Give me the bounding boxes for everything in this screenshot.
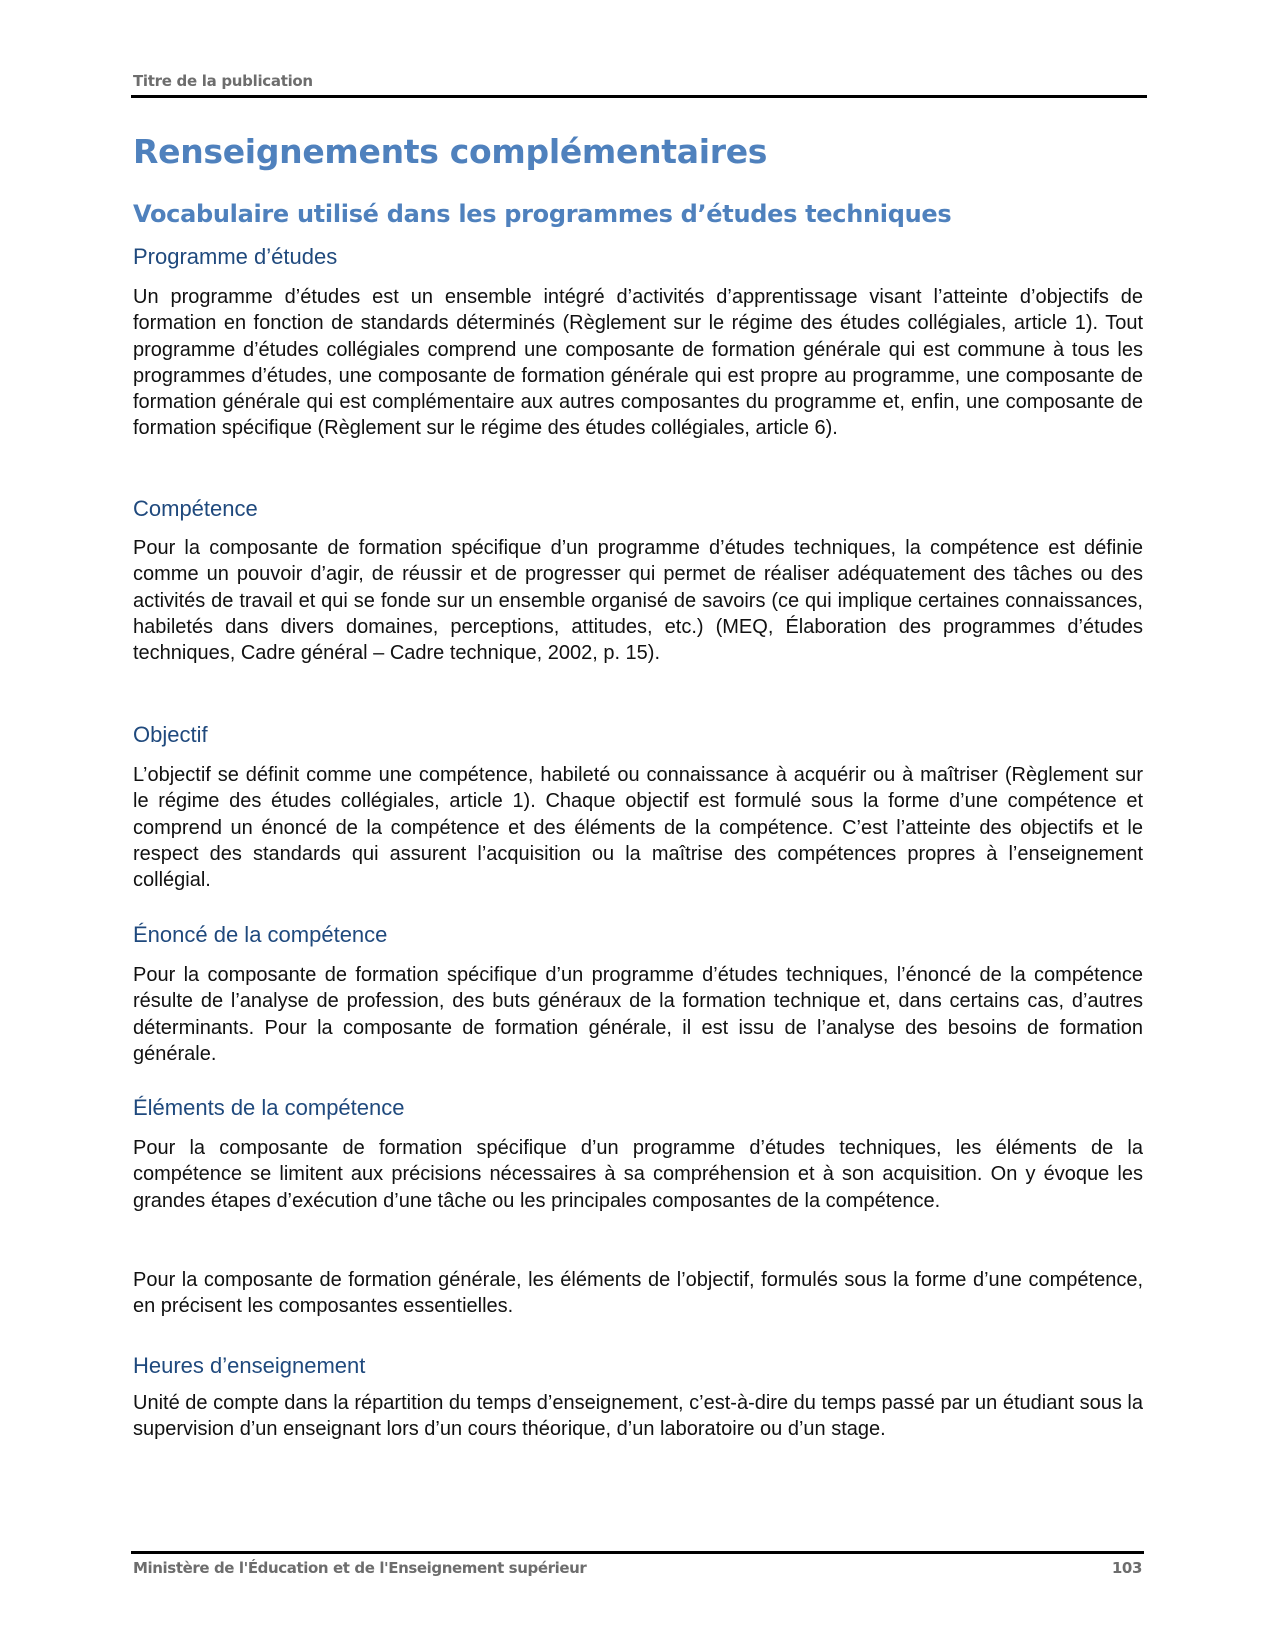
paragraph-heures: Unité de compte dans la répartition du temps d’enseignement, c’est-à-dire du temps passé par un étudiant sous la supervision d’un enseignant lors d’un cours théorique, d’un laboratoire ou d’un stage. <box>133 1392 1143 1441</box>
page-number: 103 <box>1111 1559 1142 1577</box>
paragraph-elements-1: Pour la composante de formation spécifique d’un programme d’études techniques, les éléments de la compétence se limitent aux précisions nécessaires à sa compréhension et à son acquisition. On y évoque les grandes étapes d’exécution d’une tâche ou les principales composantes de la compétence. <box>133 1137 1143 1212</box>
page-title: Renseignements complémentaires <box>133 132 768 171</box>
heading-competence: Compétence <box>133 496 258 521</box>
paragraph-objectif: L’objectif se définit comme une compétence, habileté ou connaissance à acquérir ou à maîtriser (Règlement sur le régime des études collégiales, article 1). Chaque objectif est formulé sous la forme d’une compétence et comprend un énoncé de la compétence et des éléments de la compétence. C’est l’atteinte des objectifs et le respect des standards qui assurent l’acquisition ou la maîtrise des compétences propres à l’enseignement collégial. <box>133 764 1143 892</box>
heading-programme: Programme d’études <box>133 244 338 269</box>
paragraph-programme: Un programme d’études est un ensemble intégré d’activités d’apprentissage visant l’atteinte d’objectifs de formation en fonction de standards déterminés (Règlement sur le régime des études collégiales, article 1). Tout programme d’études collégiales comprend une composante de formation générale qui est commune à tous les programmes d’études, une composante de formation générale qui est propre au programme, une composante de formation générale qui est complémentaire aux autres composantes du programme et, enfin, une composante de formation spécifique (Règlement sur le régime des études collégiales, article 6). <box>133 286 1143 440</box>
section-subtitle: Vocabulaire utilisé dans les programmes d’études techniques <box>133 200 952 228</box>
header-rule <box>131 95 1147 98</box>
heading-enonce: Énoncé de la compétence <box>133 922 388 947</box>
paragraph-competence: Pour la composante de formation spécifique d’un programme d’études techniques, la compétence est définie comme un pouvoir d’agir, de réussir et de progresser qui permet de réaliser adéquatement des tâches ou des activités de travail et qui se fonde sur un ensemble organisé de savoirs (ce qui implique certaines connaissances, habiletés dans divers domaines, perceptions, attitudes, etc.) (MEQ, Élaboration des programmes d’études techniques, Cadre général – Cadre technique, 2002, p. 15). <box>133 537 1143 665</box>
paragraph-elements-2: Pour la composante de formation générale, les éléments de l’objectif, formulés sous la forme d’une compétence, en précisent les composantes essentielles. <box>133 1269 1143 1318</box>
footer-rule <box>131 1551 1144 1554</box>
heading-objectif: Objectif <box>133 722 208 747</box>
heading-heures: Heures d’enseignement <box>133 1353 366 1378</box>
running-header: Titre de la publication <box>133 72 313 90</box>
paragraph-enonce: Pour la composante de formation spécifique d’un programme d’études techniques, l’énoncé de la compétence résulte de l’analyse de profession, des buts généraux de la formation technique et, dans certains cas, d’autres déterminants. Pour la composante de formation générale, il est issu de l’analyse des besoins de formation générale. <box>133 964 1143 1065</box>
footer-organization: Ministère de l'Éducation et de l'Enseignement supérieur <box>133 1559 587 1577</box>
heading-elements: Éléments de la compétence <box>133 1095 405 1120</box>
